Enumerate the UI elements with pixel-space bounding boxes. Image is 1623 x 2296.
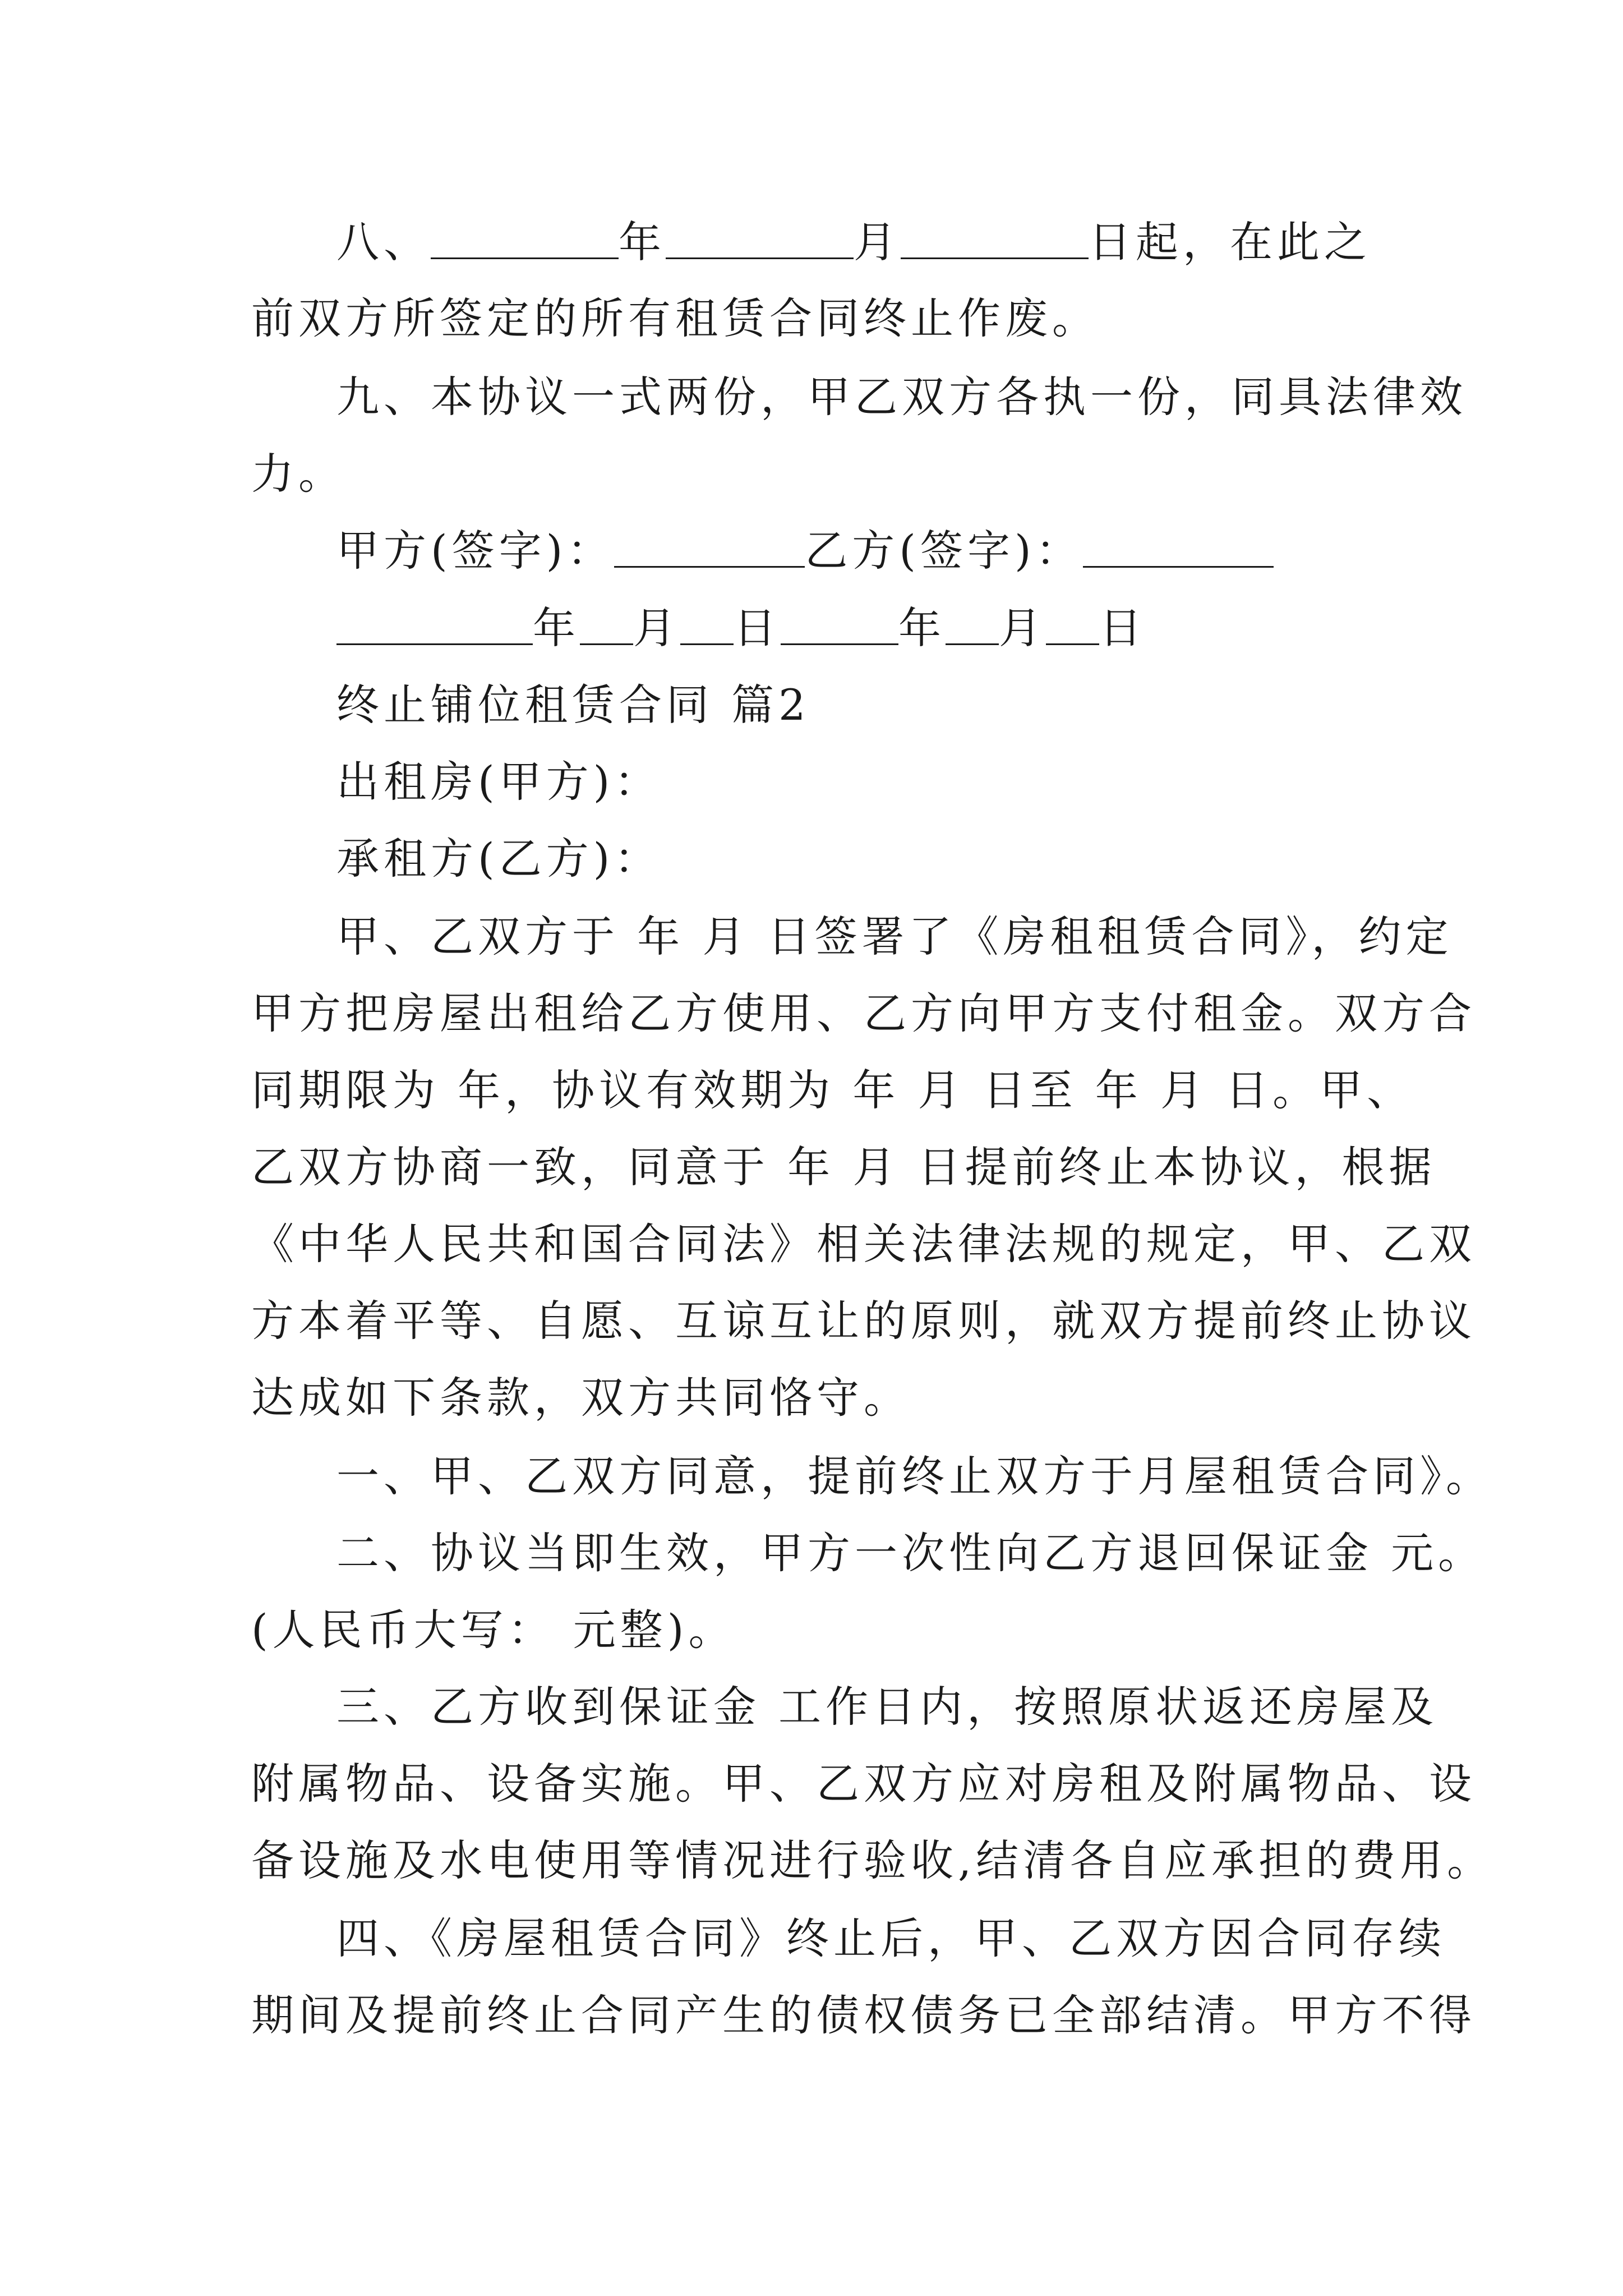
section-title: 终止铺位租赁合同 篇2 xyxy=(336,680,810,730)
clause-9-line-2: 力。 xyxy=(251,449,345,499)
party-a-month-unit: 月 xyxy=(633,603,680,653)
party-a-month-blank xyxy=(580,603,633,645)
clause-8-suffix: 日起，在此之 xyxy=(1089,217,1371,267)
lessee-label: 承租方(乙方)： xyxy=(336,834,662,884)
unit-month: 月 xyxy=(854,217,901,267)
intro-line-5: 《中华人民共和国合同法》相关法律法规的规定，甲、乙双 xyxy=(251,1219,1476,1269)
clause-8-line-2: 前双方所签定的所有租赁合同终止作废。 xyxy=(251,293,1099,343)
party-a-label: 甲方(签字)： xyxy=(336,526,615,576)
blank-month xyxy=(666,217,854,259)
clause-4-line-1: 四、《房屋租赁合同》终止后，甲、乙双方因合同存续 xyxy=(336,1913,1446,1963)
party-a-day-blank xyxy=(680,603,734,645)
signature-line xyxy=(336,523,1402,579)
clause-3-line-1: 三、乙方收到保证金 工作日内，按照原状返还房屋及 xyxy=(336,1682,1438,1732)
blank-day xyxy=(901,217,1089,259)
clause-8-prefix: 八、 xyxy=(336,217,431,267)
party-b-year-unit: 年 xyxy=(898,603,946,653)
clause-3-line-2: 附属物品、设备实施。甲、乙双方应对房租及附属物品、设 xyxy=(251,1759,1476,1809)
party-b-label: 乙方(签字)： xyxy=(805,526,1083,576)
intro-line-4: 乙双方协商一致，同意于 年 月 日提前终止本协议，根据 xyxy=(251,1142,1436,1192)
clause-1: 一、甲、乙双方同意，提前终止双方于月屋租赁合同》。 xyxy=(336,1451,1493,1501)
intro-line-3: 同期限为 年，协议有效期为 年 月 日至 年 月 日。甲、 xyxy=(251,1065,1414,1115)
party-b-month-unit: 月 xyxy=(999,603,1046,653)
party-a-year-blank xyxy=(336,603,533,645)
party-b-month-blank xyxy=(946,603,999,645)
clause-8-line-1 xyxy=(336,214,1402,270)
party-a-signature-blank xyxy=(614,526,805,568)
intro-line-2: 甲方把房屋出租给乙方使用、乙方向甲方支付租金。双方合 xyxy=(251,988,1476,1038)
clause-9-line-1: 九、本协议一式两份，甲乙双方各执一份，同具法律效 xyxy=(336,372,1467,422)
clause-2-line-1: 二、协议当即生效，甲方一次性向乙方退回保证金 元。 xyxy=(336,1528,1486,1578)
clause-4-line-2: 期间及提前终止合同产生的债权债务已全部结清。甲方不得 xyxy=(251,1990,1476,2040)
intro-line-7: 达成如下条款，双方共同恪守。 xyxy=(251,1373,911,1423)
unit-year: 年 xyxy=(619,217,666,267)
blank-year xyxy=(431,217,619,259)
signature-date-line xyxy=(336,600,1402,656)
clause-3-line-3: 备设施及水电使用等情况进行验收,结清各自应承担的费用。 xyxy=(251,1835,1495,1885)
lessor-label: 出租房(甲方)： xyxy=(336,757,662,807)
intro-line-1: 甲、乙双方于 年 月 日签署了《房租租赁合同》，约定 xyxy=(336,912,1453,961)
party-b-signature-blank xyxy=(1083,526,1274,568)
party-a-year-unit: 年 xyxy=(533,603,580,653)
party-b-day-blank xyxy=(1046,603,1099,645)
party-b-year-blank xyxy=(781,603,898,645)
party-a-day-unit: 日 xyxy=(734,603,781,653)
clause-2-line-2: (人民币大写： 元整)。 xyxy=(251,1605,736,1655)
party-b-day-unit: 日 xyxy=(1099,603,1146,653)
intro-line-6: 方本着平等、自愿、互谅互让的原则，就双方提前终止协议 xyxy=(251,1296,1476,1346)
